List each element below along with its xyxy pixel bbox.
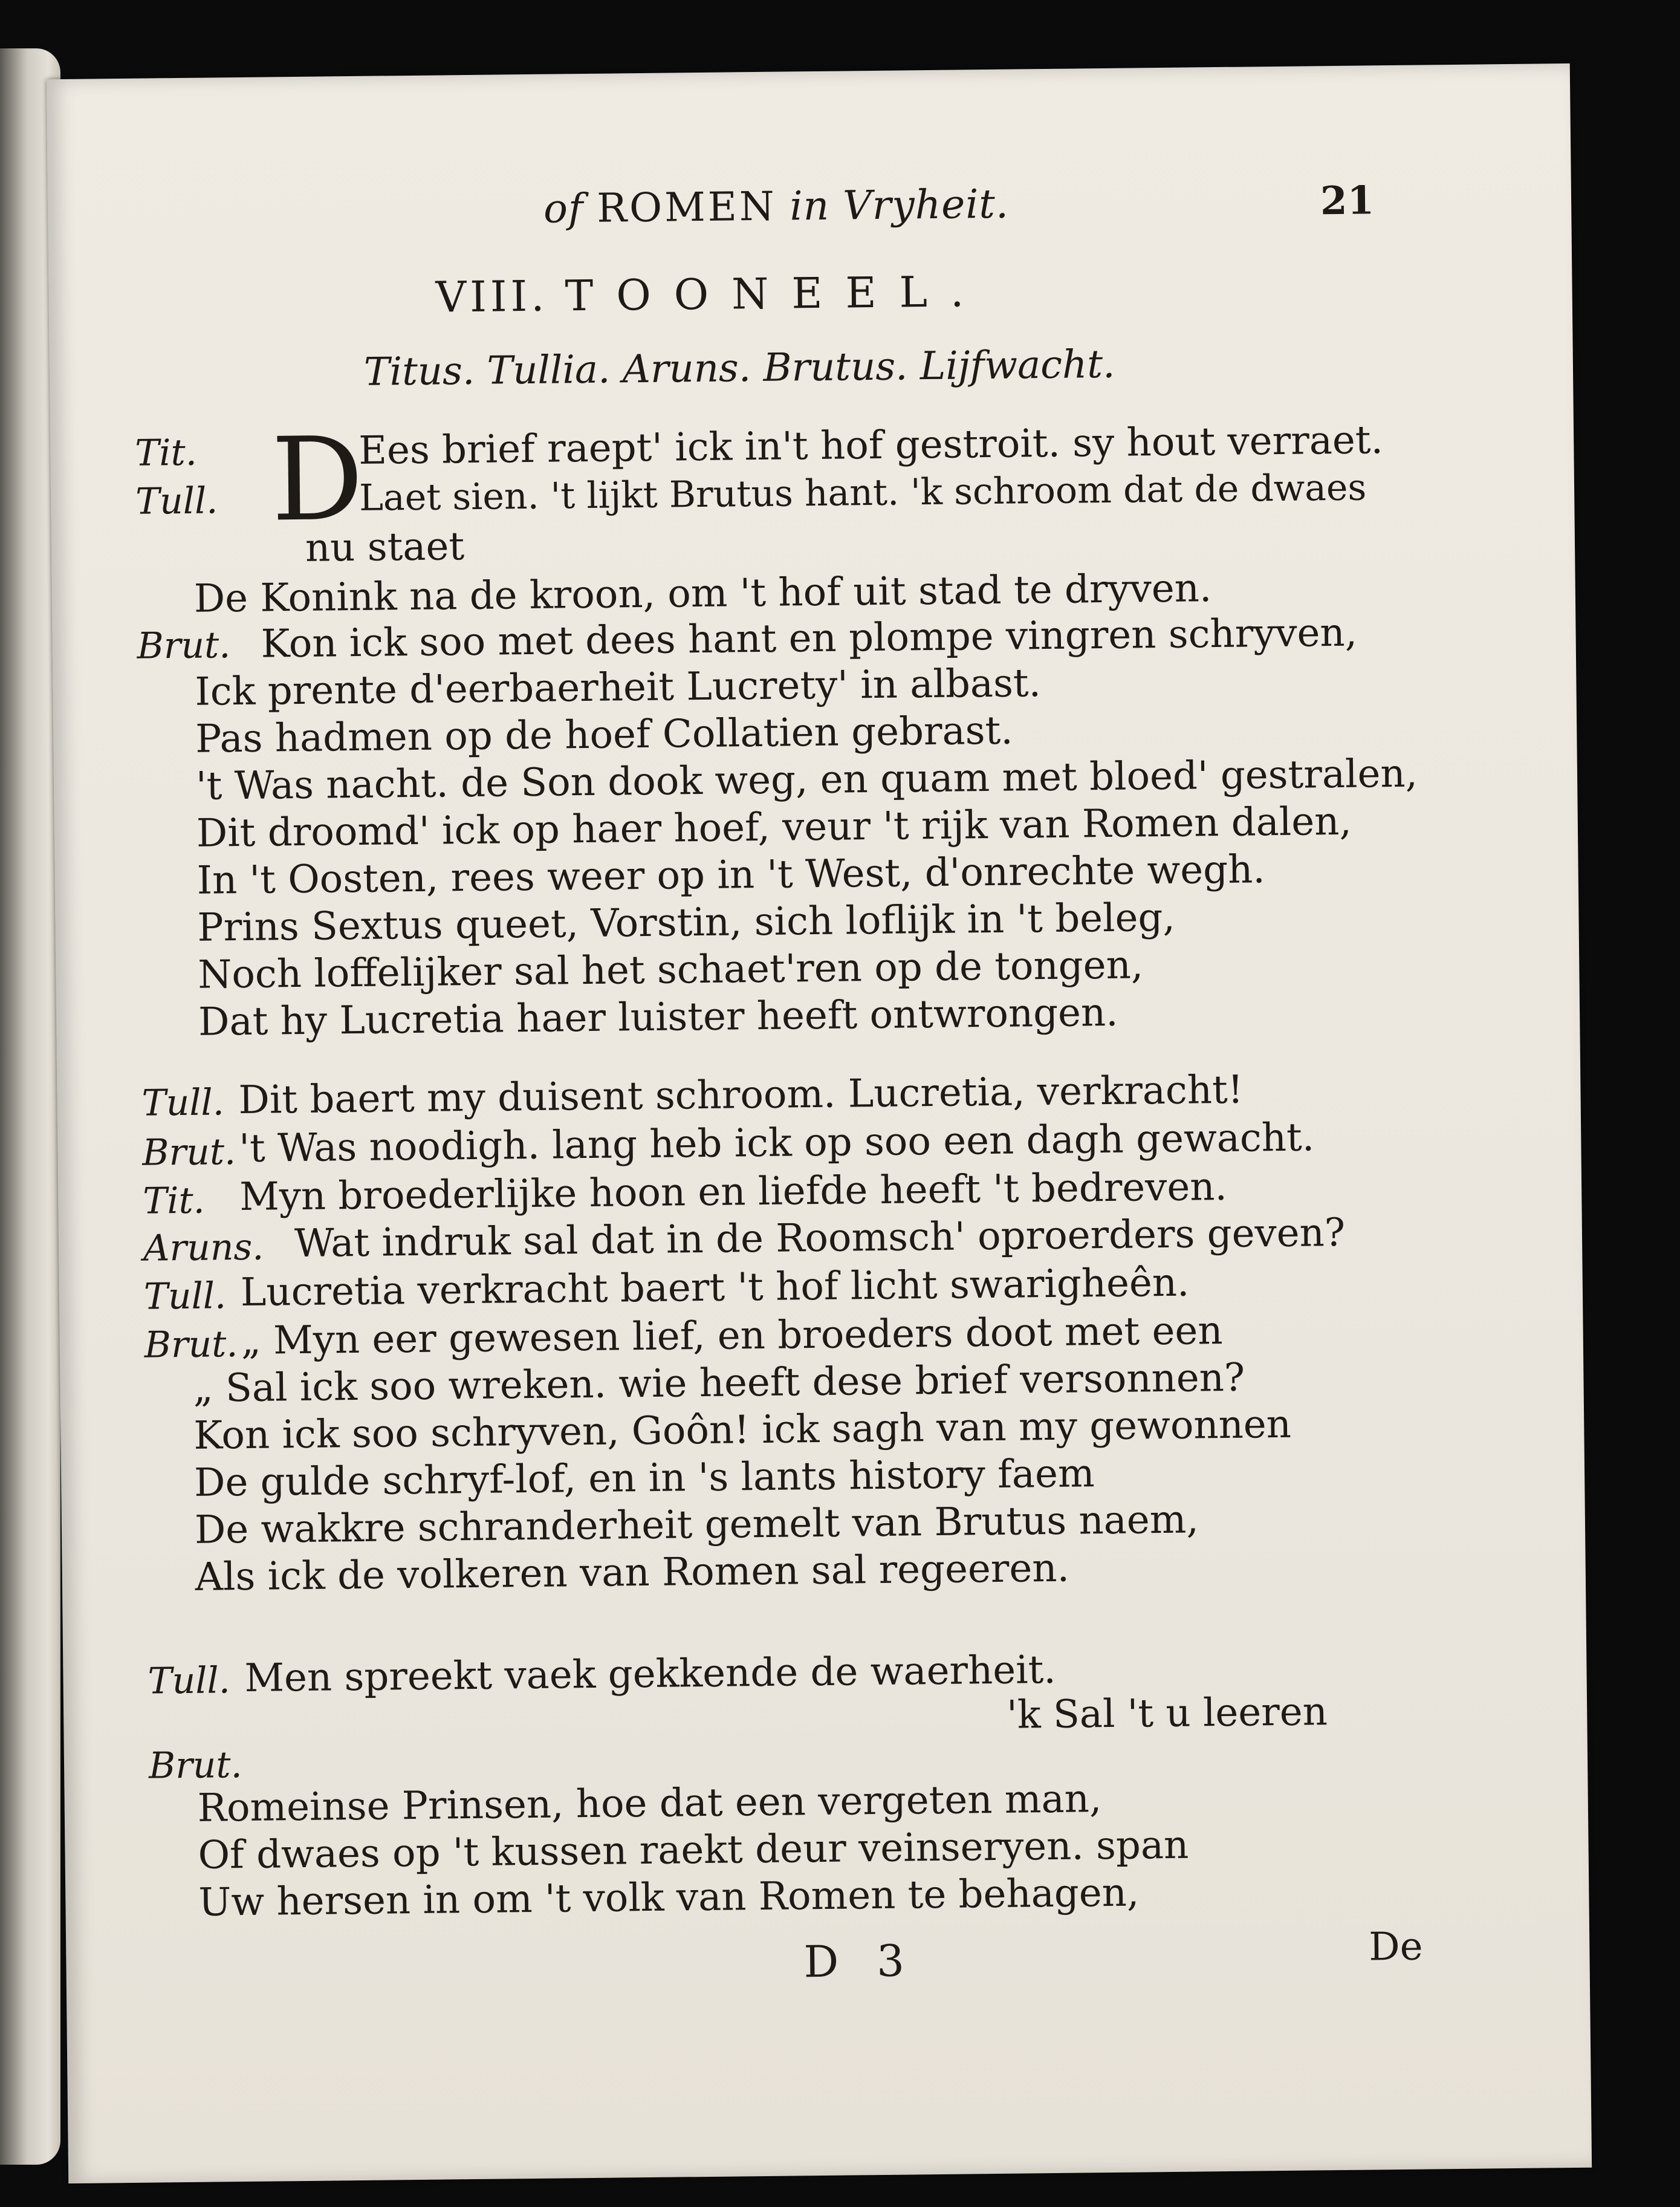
catchword: De xyxy=(1368,1924,1423,1970)
verse-line: 't Was noodigh. lang heb ick op soo een dagh gewacht. xyxy=(239,1115,1315,1172)
verse-line: „ Myn eer gewesen lief, en broeders doot met een xyxy=(241,1308,1223,1364)
verse-line: Dit baert my duisent schroom. Lucretia, verkracht! xyxy=(238,1067,1244,1123)
scene-word: TOONEEL. xyxy=(565,267,987,321)
verse-line: Prins Sextus queet, Vorstin, sich loflijk in 't beleg, xyxy=(197,895,1176,951)
verse-line: Men spreekt vaek gekkende de waerheit. xyxy=(244,1647,1057,1702)
speaker-label: Tull. xyxy=(143,1275,227,1318)
verse-line: Myn broederlijke hoon en liefde heeft 't bedreven. xyxy=(239,1164,1228,1220)
verse-line: Noch loffelijker sal het schaet'ren op de tongen, xyxy=(197,943,1144,998)
verse-line: Kon ick soo schryven, Goôn! ick sagh van my gewonnen xyxy=(193,1402,1292,1458)
verse-line: De Konink na de kroon, om 't hof uit stad te dryven. xyxy=(193,566,1212,622)
speaker-label: Tit. xyxy=(142,1179,206,1223)
speaker-label: Tit. xyxy=(134,431,198,475)
verse-line: „ Sal ick soo wreken. wie heeft dese brief versonnen? xyxy=(193,1355,1245,1411)
speaker-label: Aruns. xyxy=(143,1226,264,1270)
scene-numeral: VIII. xyxy=(435,271,548,322)
verse-line: nu staet xyxy=(305,524,465,571)
book-page xyxy=(47,63,1592,2183)
running-head-title: ROMEN xyxy=(596,183,777,232)
scene-title xyxy=(435,267,987,322)
verse-line: Lucretia verkracht baert 't hof licht swarigheên. xyxy=(240,1260,1190,1316)
verse-line: Als ick de volkeren van Romen sal regeeren. xyxy=(195,1546,1070,1600)
speaker-label: Tull. xyxy=(135,479,218,523)
verse-line: De wakkre schranderheit gemelt van Brutus naem, xyxy=(194,1497,1199,1553)
verse-line: Kon ick soo met dees hant en plompe vingren schryven, xyxy=(261,610,1358,667)
speaker-label: Tull. xyxy=(141,1081,225,1125)
speaker-label: Brut. xyxy=(142,1131,236,1174)
running-head-prefix: of xyxy=(543,184,584,232)
verse-line: In 't Oosten, rees weer op in 't West, d'onrechte wegh. xyxy=(196,847,1266,903)
running-head-suffix: in Vryheit. xyxy=(790,180,1010,230)
verse-line: 't Was nacht. de Son dook weg, en quam met bloed' gestralen, xyxy=(195,751,1418,809)
verse-line: Dat hy Lucretia haer luister heeft ontwrongen. xyxy=(198,990,1118,1045)
verse-line: Ees brief raept' ick in't hof gestroit. sy hout verraet. xyxy=(358,418,1384,473)
page-number: 21 xyxy=(1320,178,1375,224)
speaker-label: Tull. xyxy=(148,1659,231,1703)
verse-line: Wat indruk sal dat in de Roomsch' oproerders geven? xyxy=(294,1210,1346,1267)
running-head xyxy=(543,180,1010,232)
verse-line: Pas hadmen op de hoef Collatien gebrast. xyxy=(195,708,1013,762)
scene-persons: Titus. Tullia. Aruns. Brutus. Lijfwacht. xyxy=(363,342,1115,395)
verse-line: Ick prente d'eerbaerheit Lucrety' in albast. xyxy=(195,661,1042,715)
verse-line: Uw hersen in om 't volk van Romen te behagen, xyxy=(198,1870,1140,1925)
verse-line: De gulde schryf-lof, en in 's lants history faem xyxy=(193,1451,1095,1506)
verse-line: Romeinse Prinsen, hoe dat een vergeten man, xyxy=(197,1776,1102,1831)
verse-line: Dit droomd' ick op haer hoef, veur 't rijk van Romen dalen, xyxy=(196,799,1352,856)
speaker-label: Brut. xyxy=(137,624,231,668)
verse-line: 'k Sal 't u leeren xyxy=(1006,1689,1328,1738)
speaker-label: Brut. xyxy=(148,1744,243,1787)
signature-mark: D 3 xyxy=(803,1935,917,1988)
drop-cap: D xyxy=(270,412,365,547)
verse-line: Laet sien. 't lijkt Brutus hant. 'k schroom dat de dwaes xyxy=(358,466,1367,519)
verse-line: Of dwaes op 't kussen raekt deur veinseryen. span xyxy=(198,1822,1189,1878)
speaker-label: Brut. xyxy=(144,1323,238,1367)
